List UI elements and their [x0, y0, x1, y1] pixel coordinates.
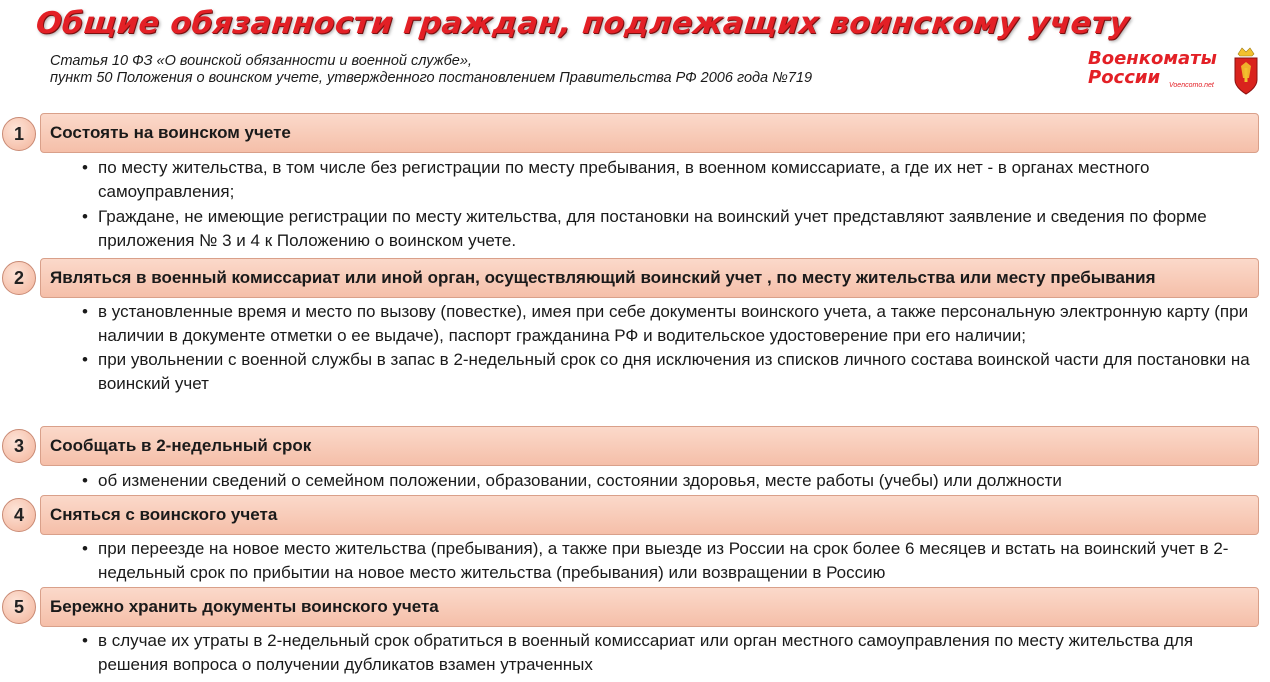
section-number-2: 2	[2, 261, 36, 295]
section-number-5: 5	[2, 590, 36, 624]
section-number-1: 1	[2, 117, 36, 151]
list-item: • в случае их утраты в 2-недельный срок обратиться в военный комиссариат или орган местного самоуправления по месту жительства для решения вопроса о получении дубликатов взамен утраченных	[82, 629, 1252, 676]
section-heading-2: Являться в военный комиссариат или иной орган, осуществляющий воинский учет , по месту жительства или месту пребывания	[40, 258, 1259, 298]
section-2-items	[82, 300, 1252, 395]
section-heading-4: Сняться с воинского учета	[40, 495, 1259, 535]
section-1-items	[82, 156, 1252, 252]
logo-line-1: Военкоматы	[1088, 48, 1217, 69]
section-3-items	[82, 469, 1252, 493]
list-item: • Граждане, не имеющие регистрации по месту жительства, для постановки на воинский учет представляют заявление и сведения по форме приложения № 3 и 4 к Положению о воинском учете.	[82, 205, 1252, 252]
coat-of-arms-icon	[1232, 46, 1260, 96]
list-item: • в установленные время и место по вызову (повестке), имея при себе документы воинского учета, а также персональную электронную карту (при наличии в документе отметки о ее выдаче), паспорт гражданина РФ и водительское удостоверение при его наличии;	[82, 300, 1252, 347]
voenkomaty-logo	[1086, 46, 1264, 98]
section-heading-3: Сообщать в 2-недельный срок	[40, 426, 1259, 466]
section-heading-5: Бережно хранить документы воинского учета	[40, 587, 1259, 627]
section-4-items	[82, 537, 1252, 584]
list-item: • по месту жительства, в том числе без регистрации по месту пребывания, в военном комиссариате, а где их нет - в органах местного самоуправления;	[82, 156, 1252, 203]
section-heading-1: Состоять на воинском учете	[40, 113, 1259, 153]
list-item: • об изменении сведений о семейном положении, образовании, состоянии здоровья, месте работы (учебы) или должности	[82, 469, 1252, 493]
section-number-4: 4	[2, 498, 36, 532]
source-line-1: Статья 10 ФЗ «О воинской обязанности и военной службе»,	[50, 53, 472, 69]
list-item: • при переезде на новое место жительства (пребывания), а также при выезде из России на срок более 6 месяцев и встать на воинский учет в 2-недельный срок по прибытии на новое место жительства (пребывания) или возвращении в Россию	[82, 537, 1252, 584]
source-reference	[50, 53, 812, 87]
list-item: • при увольнении с военной службы в запас в 2-недельный срок со дня исключения из списков личного состава воинской части для постановки на воинский учет	[82, 348, 1252, 395]
section-number-3: 3	[2, 429, 36, 463]
source-line-2: пункт 50 Положения о воинском учете, утвержденного постановлением Правительства РФ 2006 года №719	[50, 70, 813, 86]
page-title: Общие обязанности граждан, подлежащих воинскому учету	[34, 6, 1132, 41]
logo-line-2: России	[1088, 67, 1161, 88]
logo-site: Voencomo.net	[1169, 82, 1214, 89]
section-5-items	[82, 629, 1252, 676]
